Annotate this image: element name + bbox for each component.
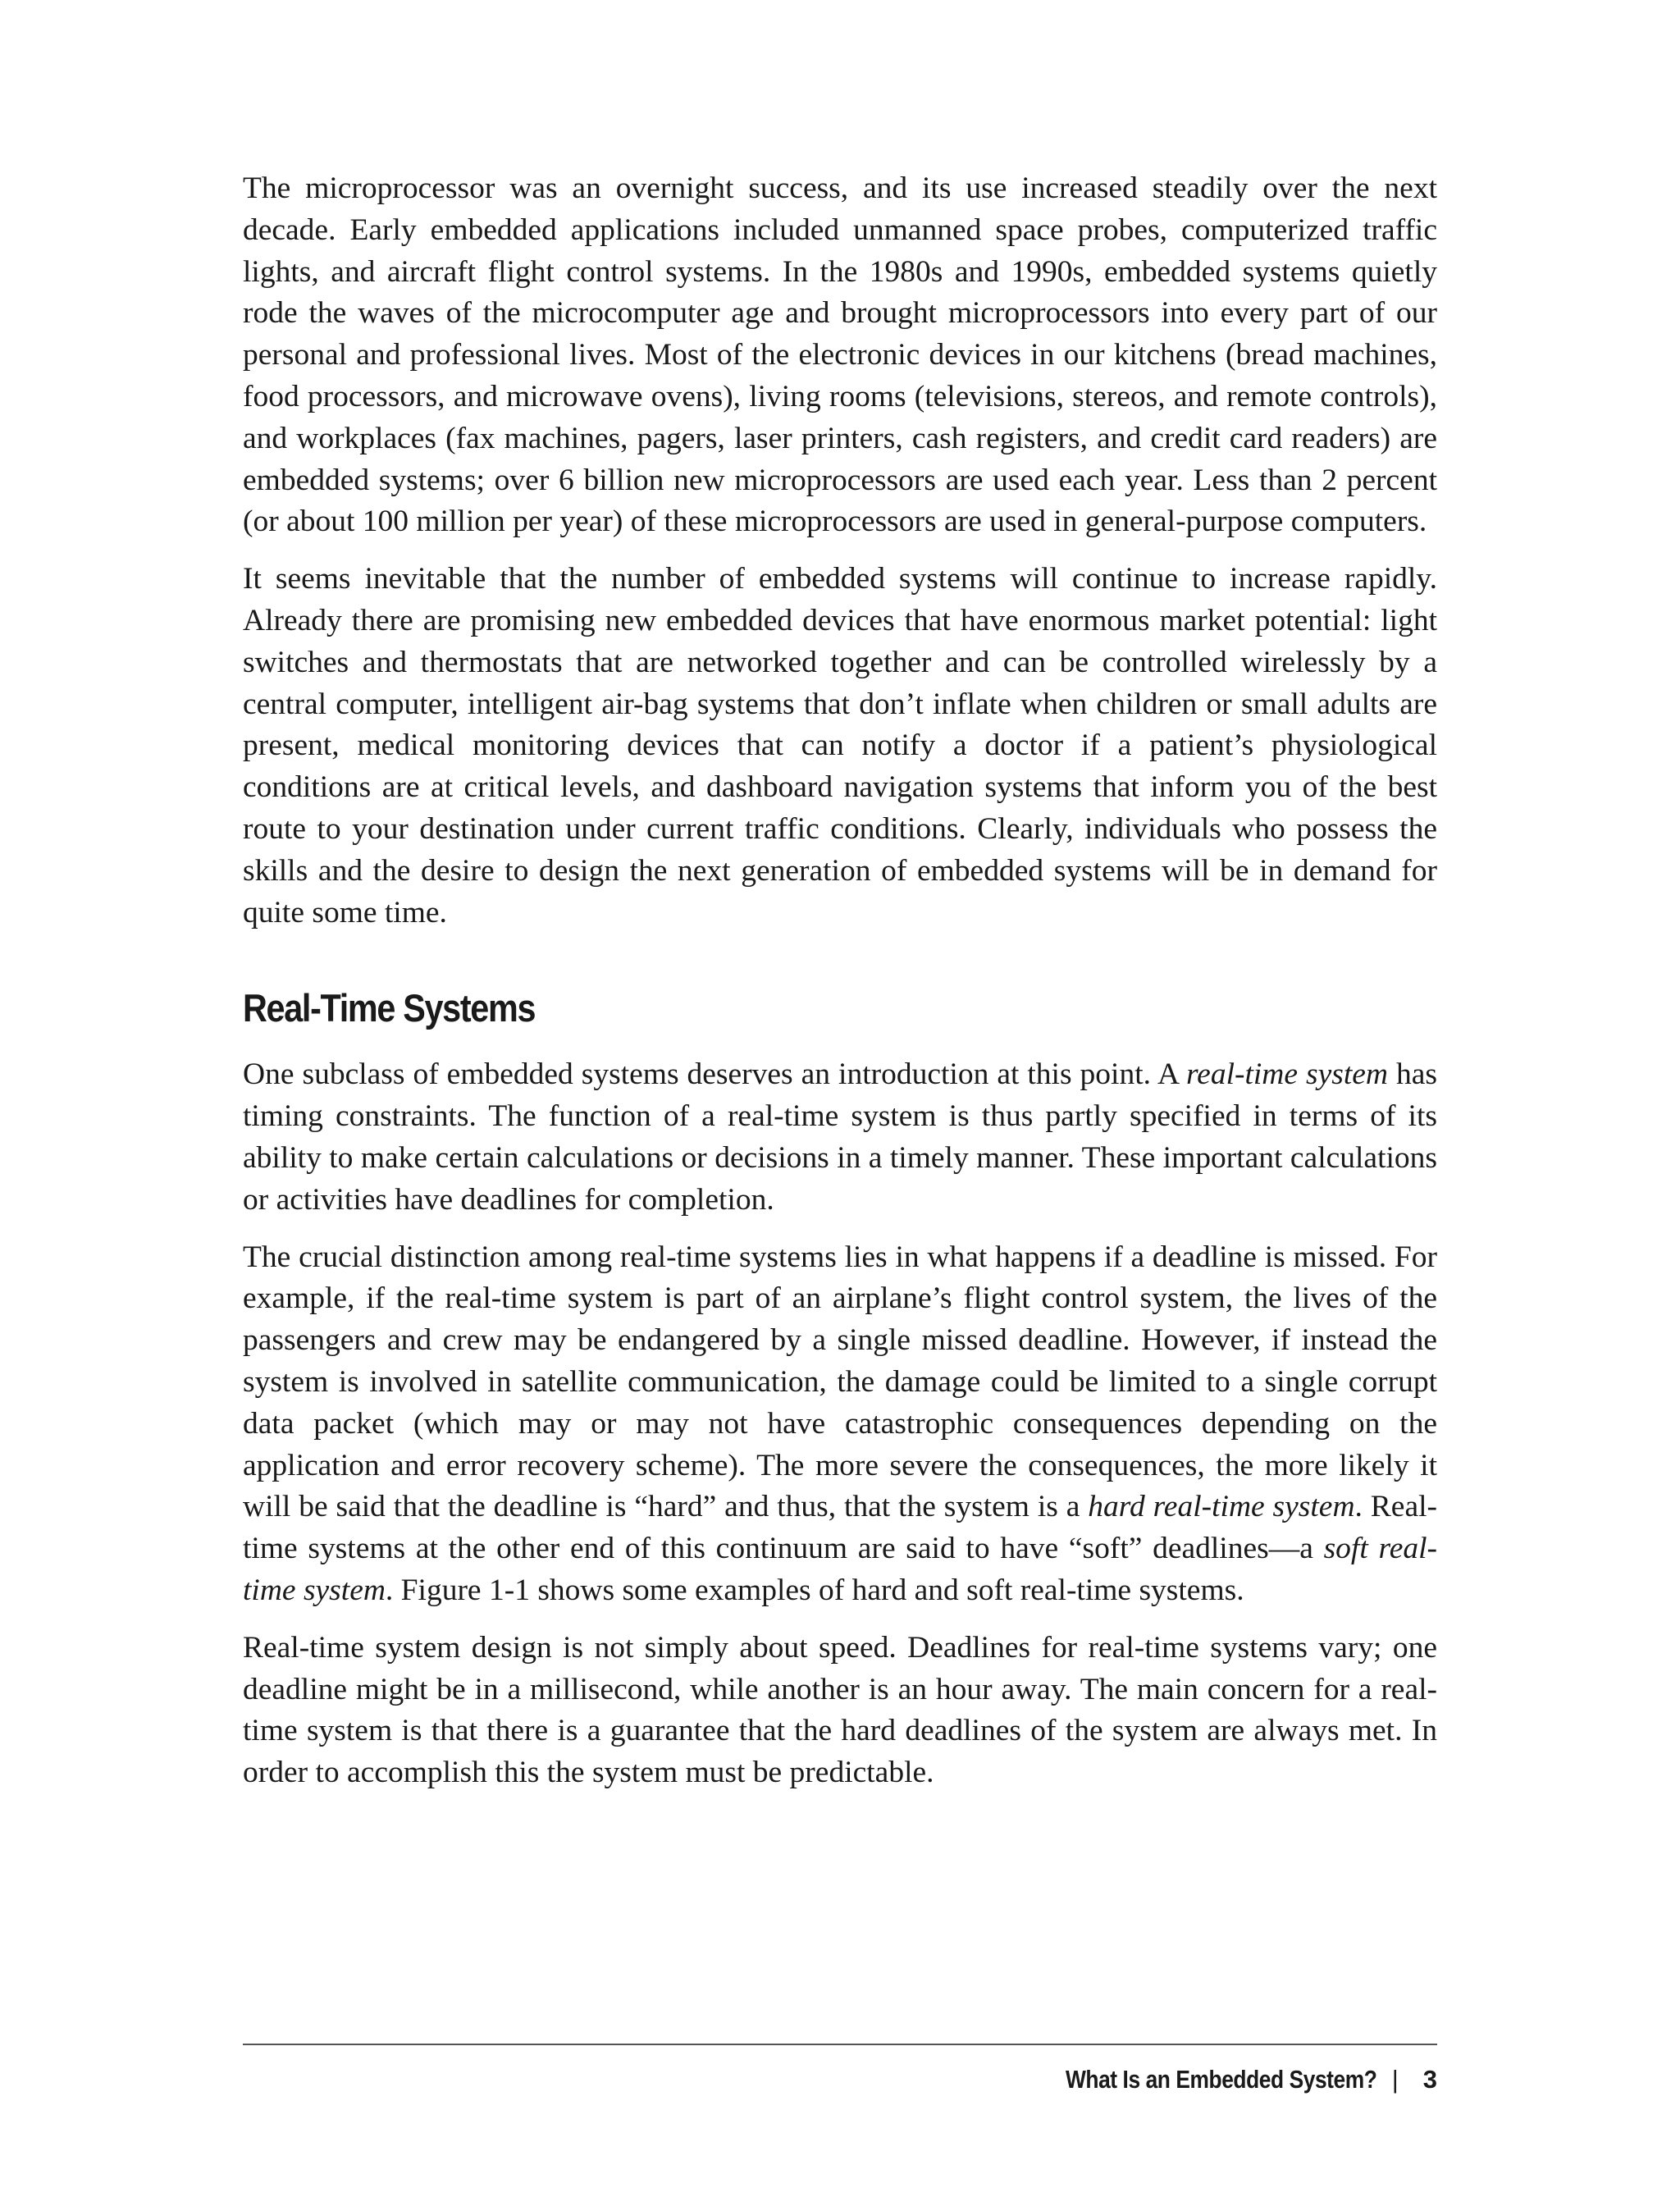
term-hard-real-time-system: hard real-time system bbox=[1088, 1490, 1355, 1524]
footer-separator: | bbox=[1391, 2065, 1399, 2094]
paragraph-hard-soft-deadlines bbox=[243, 1237, 1437, 1612]
paragraph-embedded-future: It seems inevitable that the number of embedded systems will continue to increase rapidly. Already there are promising new embedded devices that have enormous market potential: light switches and thermostats that are networked together and can be controlled wirelessly by a central computer, intelligent air-bag systems that don’t inflate when children or small adults are present, medical monitoring devices that can notify a doctor if a patient’s physiological conditions are at critical levels, and dashboard navigation systems that inform you of the best route to your destination under current traffic conditions. Clearly, individuals who possess the skills and the desire to design the next generation of embedded systems will be in demand for quite some time. bbox=[243, 562, 1437, 929]
section-heading-real-time-systems: Real-Time Systems bbox=[243, 986, 536, 1030]
text-run: . Figure 1-1 shows some examples of hard and soft real-time systems. bbox=[385, 1573, 1244, 1607]
page-footer bbox=[1011, 2063, 1437, 2096]
page-content bbox=[243, 168, 1437, 1810]
paragraph-design-not-speed: Real-time system design is not simply about speed. Deadlines for real-time systems vary; one deadline might be in a millisecond, while another is an hour away. The main concern for a real-time system is that there is a guarantee that the hard deadlines of the system are always met. In order to accomplish this the system must be predictable. bbox=[243, 1630, 1437, 1790]
text-run: . Real-time systems at the other end of this continuum are said to have “soft” deadlines—a bbox=[243, 1490, 1437, 1566]
text-run: One subclass of embedded systems deserves an introduction at this point. A bbox=[243, 1057, 1186, 1092]
paragraph-real-time-intro bbox=[243, 1054, 1437, 1221]
running-footer-title: What Is an Embedded System? bbox=[1066, 2065, 1377, 2094]
footer-rule bbox=[243, 2044, 1437, 2045]
text-run: has timing constraints. The function of a real-time system is thus partly specified in terms of its ability to make certain calculations or decisions in a timely manner. These important calculations or activities have deadlines for completion. bbox=[243, 1057, 1437, 1217]
paragraph-microprocessor-history: The microprocessor was an overnight success, and its use increased steadily over the next decade. Early embedded applications included unmanned space probes, computerized traffic lights, and aircraft flight control systems. In the 1980s and 1990s, embedded systems quietly rode the waves of the microcomputer age and brought microprocessors into every part of our personal and professional lives. Most of the electronic devices in our kitchens (bread machines, food processors, and microwave ovens), living rooms (televisions, stereos, and remote controls), and workplaces (fax machines, pagers, laser printers, cash registers, and credit card readers) are embedded systems; over 6 billion new microprocessors are used each year. Less than 2 percent (or about 100 million per year) of these microprocessors are used in general-purpose computers. bbox=[243, 171, 1437, 539]
text-run: The crucial distinction among real-time systems lies in what happens if a deadline is missed. For example, if the real-time system is part of an airplane’s flight control system, the lives of the passengers and crew may be endangered by a single missed deadline. However, if instead the system is involved in satellite communication, the damage could be limited to a single corrupt data packet (which may or may not have catastrophic consequences depending on the application and error recovery scheme). The more severe the consequences, the more likely it will be said that the deadline is “hard” and thus, that the system is a bbox=[243, 1240, 1437, 1524]
term-real-time-system: real-time system bbox=[1185, 1057, 1389, 1092]
page-number: 3 bbox=[1422, 2065, 1437, 2094]
term-soft-real-time-system: soft real-time system bbox=[243, 1532, 1437, 1607]
